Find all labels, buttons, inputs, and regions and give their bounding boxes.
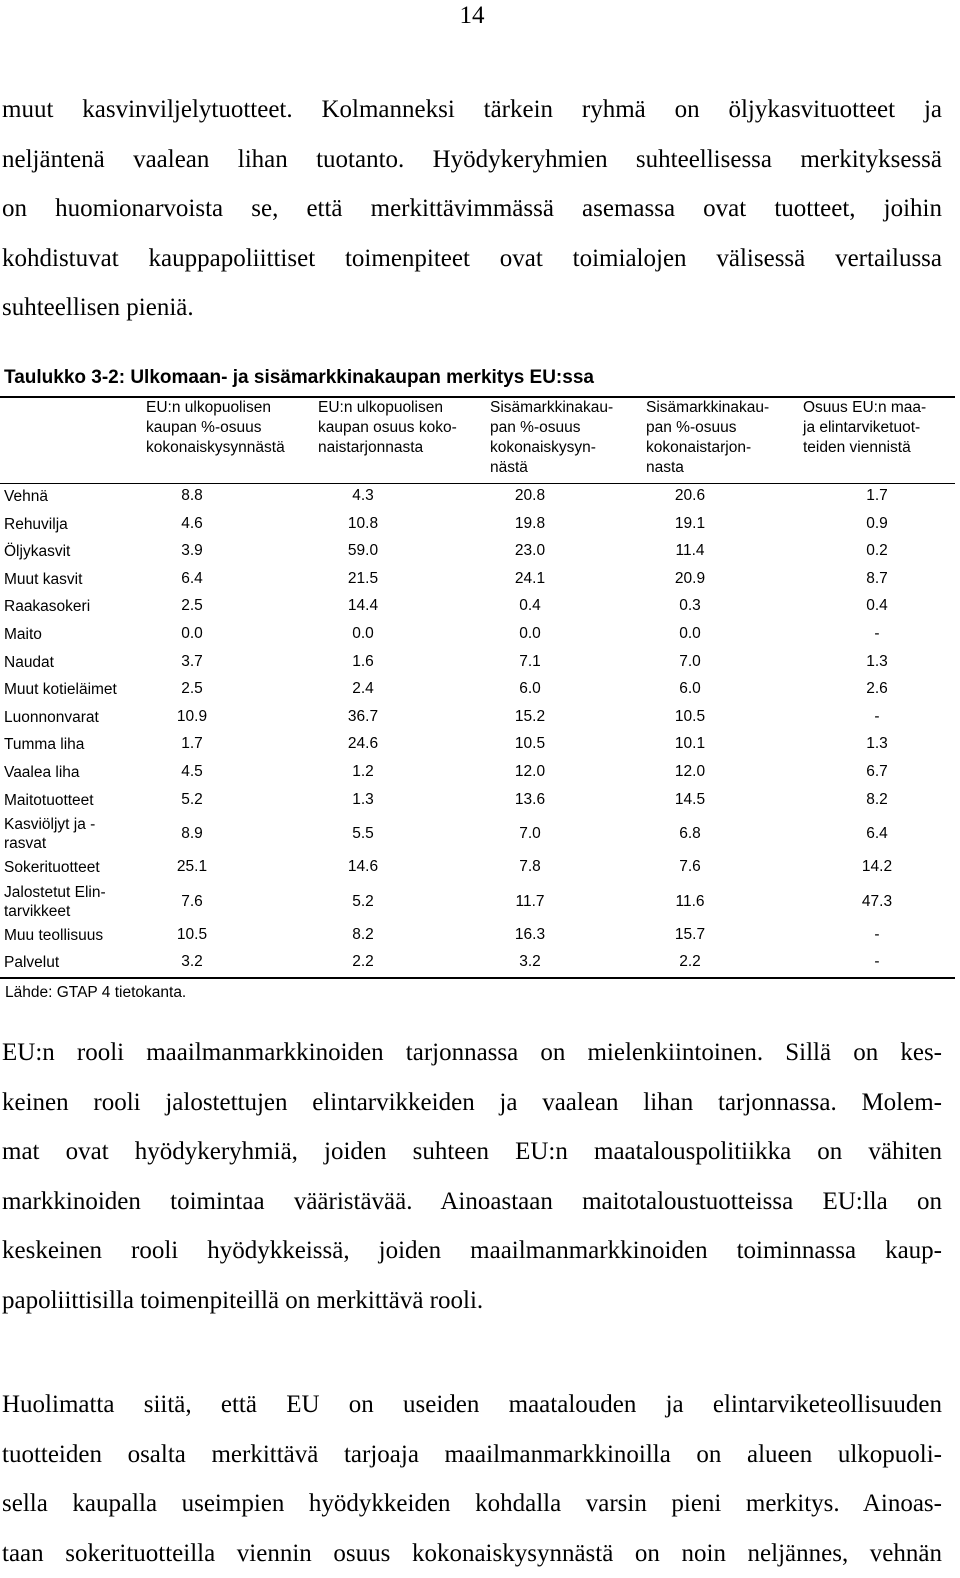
table-cell: 10.5: [514, 735, 546, 753]
table-cell: 0.2: [866, 542, 888, 560]
row-label-line: Luonnonvarat: [4, 708, 99, 726]
header-line: Osuus EU:n maa-: [803, 399, 927, 416]
table-cell: 3.7: [181, 652, 203, 670]
row-label-line: Sokerituotteet: [4, 859, 100, 877]
row-label: [4, 883, 106, 921]
text-line: suhteellisen pieniä.: [2, 294, 194, 322]
table-cell: 1.3: [866, 652, 888, 670]
text-line: keskeinen rooli hyödykkeissä, joiden maailmanmarkkinoiden toiminnassa kaup-: [2, 1237, 942, 1265]
text-line: tuotteiden osalta merkittävä tarjoaja maailmanmarkkinoilla on alueen ulkopuoli-: [2, 1440, 942, 1468]
table-cell: 10.5: [176, 925, 208, 943]
table-cell: 3.2: [181, 953, 203, 971]
table-cell: 14.4: [347, 597, 379, 615]
text-line: keinen rooli jalostettujen elintarvikkeiden ja vaalean lihan tarjonnassa. Molem-: [2, 1088, 942, 1116]
row-label-line: tarvikkeet: [4, 902, 71, 920]
table-cell: 47.3: [861, 892, 893, 910]
table-cell: 6.7: [866, 762, 888, 780]
table-cell: 15.2: [514, 707, 546, 725]
table-title: Taulukko 3-2: Ulkomaan- ja sisämarkkinakaupan merkitys EU:ssa: [4, 367, 594, 388]
table-row: [0, 882, 955, 922]
table-row: [0, 593, 955, 621]
page-number: 14: [459, 2, 485, 29]
table-cell: 21.5: [347, 569, 379, 587]
table-cell: 10.5: [674, 707, 706, 725]
table-cell: 12.0: [514, 762, 546, 780]
row-label: [4, 542, 70, 561]
table-cell: 4.6: [181, 514, 203, 532]
text-line: kohdistuvat kauppapoliittiset toimenpiteet ovat toimialojen välisessä vertailussa: [2, 244, 942, 272]
table-row: [0, 814, 955, 854]
table-cell: 7.0: [519, 825, 541, 843]
table-cell: 11.7: [515, 892, 545, 910]
table-row: [0, 759, 955, 787]
text-line: mat ovat hyödykeryhmiä, joiden suhteen EU:n maatalouspolitiikka on vähiten: [2, 1138, 942, 1166]
table-cell: 2.5: [181, 597, 203, 615]
table-cell: 8.8: [181, 487, 203, 504]
row-label: [4, 708, 99, 727]
header-line: naistarjonnasta: [318, 439, 424, 456]
table-cell: 1.7: [181, 735, 203, 753]
row-label-line: Maitotuotteet: [4, 791, 94, 809]
header-line: pan %-osuus: [646, 419, 737, 436]
table-cell: 7.8: [519, 858, 541, 876]
row-label: [4, 487, 48, 506]
table-cell: 8.7: [866, 569, 888, 587]
text-line: papoliittisilla toimenpiteillä on merkittävä rooli.: [2, 1286, 484, 1314]
column-header: [146, 398, 285, 458]
text-line: EU:n rooli maailmanmarkkinoiden tarjonnassa on mielenkiintoinen. Sillä on kes-: [2, 1039, 942, 1066]
row-label-line: Muu teollisuus: [4, 926, 104, 944]
table-cell: 23.0: [514, 542, 546, 560]
table-cell: 10.1: [674, 735, 706, 753]
table-cell: 8.9: [181, 825, 203, 843]
table-cell: 19.1: [674, 514, 706, 532]
table-cell: 7.6: [679, 858, 701, 876]
text-line: taan sokerituotteilla viennin osuus kokonaiskysynnästä on noin neljännes, vehnän: [2, 1539, 942, 1567]
row-label: [4, 570, 82, 589]
table-source: Lähde: GTAP 4 tietokanta.: [5, 984, 187, 1001]
table-cell: 4.5: [181, 762, 203, 780]
table-cell: 1.6: [352, 652, 374, 670]
table-cell: 0.9: [866, 514, 888, 532]
row-label-line: rasvat: [4, 835, 47, 853]
table-row: [0, 922, 955, 950]
row-label-line: Maito: [4, 625, 42, 643]
table-cell: 16.3: [514, 925, 546, 943]
table-cell: 6.0: [519, 680, 541, 698]
row-label: [4, 815, 95, 853]
row-label-line: Palvelut: [4, 954, 60, 972]
header-line: nasta: [646, 459, 684, 476]
table-cell: 6.8: [679, 825, 701, 843]
row-label-line: Vehnä: [4, 488, 48, 505]
column-header: [318, 398, 457, 458]
table-cell: -: [874, 624, 880, 642]
paragraph-3: [2, 1380, 942, 1578]
table-cell: 59.0: [347, 542, 379, 560]
table-cell: 2.5: [181, 680, 203, 698]
table-cell: 8.2: [352, 925, 374, 943]
row-label-line: Jalostetut Elin-: [4, 883, 106, 901]
row-label-line: Rehuvilja: [4, 515, 68, 533]
column-header: [490, 398, 613, 478]
table-cell: 8.2: [866, 790, 888, 808]
table-cell: 0.0: [679, 624, 701, 642]
paragraph-2: [2, 1028, 942, 1326]
row-label-line: Muut kasvit: [4, 570, 83, 588]
table-row: [0, 511, 955, 539]
table-cell: 4.3: [352, 487, 374, 504]
table-cell: 14.6: [347, 858, 379, 876]
table-cell: 2.4: [352, 680, 374, 698]
table-row: [0, 566, 955, 594]
table-row: [0, 621, 955, 649]
table-cell: 15.7: [674, 925, 706, 943]
table-bottom-rule: [0, 977, 955, 979]
table-row: [0, 538, 955, 566]
row-label-line: Muut kotieläimet: [4, 681, 117, 699]
row-label: [4, 653, 54, 672]
table-cell: 6.4: [181, 569, 203, 587]
row-label-line: Öljykasvit: [4, 543, 71, 561]
table-cell: 7.1: [519, 652, 541, 670]
header-line: EU:n ulkopuolisen: [318, 399, 443, 416]
table-row: [0, 854, 955, 882]
row-label-line: Tumma liha: [4, 736, 85, 754]
paragraph-1: [2, 85, 942, 333]
table-cell: 1.3: [352, 790, 374, 808]
table-cell: 24.1: [514, 569, 546, 587]
header-line: nästä: [490, 459, 528, 476]
table-cell: 2.2: [352, 953, 374, 971]
text-line: on huomionarvoista se, että merkittävimmässä asemassa ovat tuotteet, joihin: [2, 195, 942, 223]
table-row: [0, 483, 955, 511]
text-line: sella kaupalla useimpien hyödykkeiden kohdalla varsin pieni merkitys. Ainoas-: [2, 1490, 942, 1518]
table-cell: 5.2: [181, 790, 203, 808]
table-header: [0, 398, 960, 482]
row-label-line: Vaalea liha: [4, 763, 80, 781]
table-cell: 5.2: [352, 892, 374, 910]
table-cell: 0.0: [519, 624, 541, 642]
table-cell: 3.9: [181, 542, 203, 560]
header-line: kokonaiskysynnästä: [146, 439, 285, 456]
header-line: kaupan %-osuus: [146, 419, 262, 436]
table-cell: 14.5: [674, 790, 706, 808]
table-cell: -: [874, 707, 880, 725]
row-label: [4, 680, 117, 699]
table-cell: 7.6: [181, 892, 203, 910]
table-cell: 2.6: [866, 680, 888, 698]
header-line: Sisämarkkinakau-: [646, 399, 770, 416]
table-cell: 36.7: [347, 707, 379, 725]
table-cell: 5.5: [352, 825, 374, 843]
text-line: Huolimatta siitä, että EU on useiden maatalouden ja elintarviketeollisuuden: [2, 1391, 942, 1418]
table-cell: 11.6: [675, 892, 705, 910]
table-cell: -: [874, 925, 880, 943]
row-label: [4, 625, 42, 644]
table-row: [0, 676, 955, 704]
row-label-line: Raakasokeri: [4, 598, 91, 616]
table-cell: 20.6: [674, 487, 706, 504]
row-label-line: Naudat: [4, 653, 54, 671]
table-cell: 10.9: [176, 707, 208, 725]
table-row: [0, 649, 955, 677]
header-line: ja elintarviketuot-: [803, 419, 921, 436]
table-cell: 24.6: [347, 735, 379, 753]
table-cell: 11.4: [675, 542, 705, 560]
table-cell: 14.2: [861, 858, 893, 876]
header-line: kokonaiskysyn-: [490, 439, 596, 456]
table-cell: 1.3: [866, 735, 888, 753]
header-line: pan %-osuus: [490, 419, 581, 436]
header-line: kaupan osuus koko-: [318, 419, 457, 436]
table-cell: 6.4: [866, 825, 888, 843]
row-label: [4, 858, 100, 877]
table-cell: 7.0: [679, 652, 701, 670]
table-cell: 6.0: [679, 680, 701, 698]
column-header: [646, 398, 769, 478]
table-body: [0, 483, 960, 977]
row-label: [4, 735, 84, 754]
table-cell: 0.3: [679, 597, 701, 615]
text-line: markkinoiden toimintaa vääristävää. Ainoastaan maitotaloustuotteissa EU:lla on: [2, 1187, 942, 1215]
table-cell: 20.9: [674, 569, 706, 587]
header-line: kokonaistarjon-: [646, 439, 752, 456]
text-line: neljäntenä vaalean lihan tuotanto. Hyödykeryhmien suhteellisessa merkityksessä: [2, 145, 942, 173]
table-row: [0, 787, 955, 815]
table-cell: 13.6: [514, 790, 546, 808]
table-cell: 1.7: [866, 487, 888, 504]
text-line: muut kasvinviljelytuotteet. Kolmanneksi tärkein ryhmä on öljykasvituotteet ja: [2, 96, 942, 123]
table-cell: 3.2: [519, 953, 541, 971]
table-cell: 0.4: [866, 597, 888, 615]
table-cell: 0.4: [519, 597, 541, 615]
table-row: [0, 704, 955, 732]
table-cell: 12.0: [674, 762, 706, 780]
table-cell: -: [874, 953, 880, 971]
header-line: Sisämarkkinakau-: [490, 399, 614, 416]
row-label: [4, 597, 90, 616]
table-cell: 19.8: [514, 514, 546, 532]
table-cell: 0.0: [352, 624, 374, 642]
table-row: [0, 949, 955, 977]
row-label: [4, 763, 80, 782]
row-label: [4, 953, 59, 972]
table-cell: 25.1: [176, 858, 208, 876]
table-cell: 10.8: [347, 514, 379, 532]
header-line: teiden viennistä: [803, 439, 911, 456]
column-header: [803, 398, 926, 458]
row-label-line: Kasviöljyt ja -: [4, 816, 96, 834]
row-label: [4, 926, 103, 945]
row-label: [4, 791, 94, 810]
table-cell: 2.2: [679, 953, 701, 971]
row-label: [4, 515, 68, 534]
table-cell: 1.2: [352, 762, 374, 780]
header-line: EU:n ulkopuolisen: [146, 399, 271, 416]
table-cell: 20.8: [514, 487, 546, 504]
table-cell: 0.0: [181, 624, 203, 642]
table-row: [0, 731, 955, 759]
